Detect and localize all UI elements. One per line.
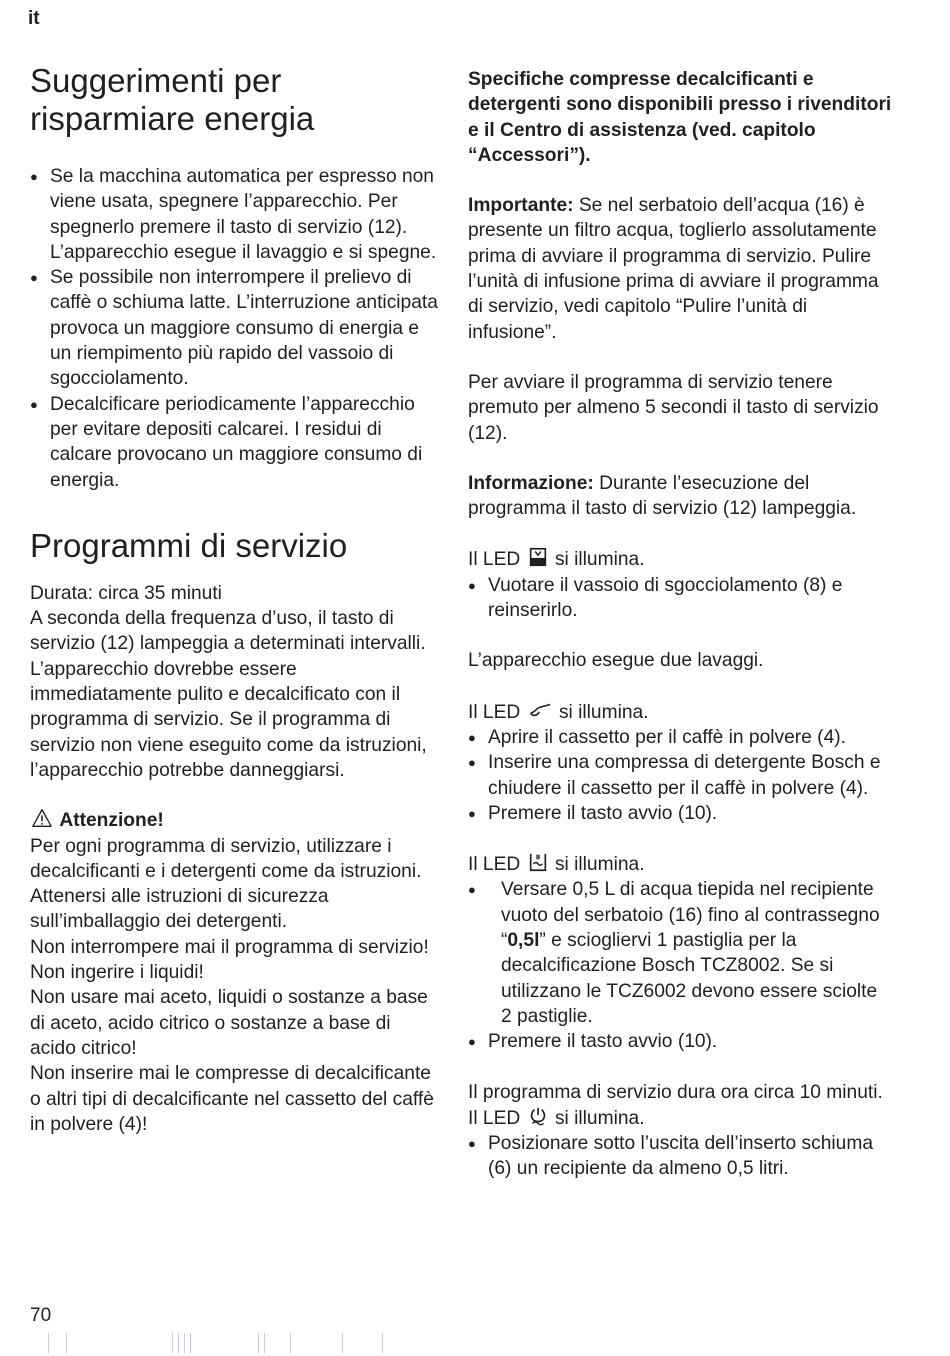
left-column xyxy=(30,62,440,1137)
led3-steps xyxy=(468,877,893,1054)
list-item: ● Premere il tasto avvio (10). xyxy=(468,1029,893,1054)
coffee-scoop-icon xyxy=(526,702,554,723)
warning-triangle-icon xyxy=(30,810,59,831)
right-column xyxy=(468,67,893,1182)
led4-steps xyxy=(468,1131,893,1182)
page-number: 70 xyxy=(30,1305,52,1326)
led-prefix: Il LED xyxy=(468,701,521,723)
intro-paragraph: A seconda della frequenza d’uso, il tasto di servizio (12) lampeggia a determinati intervalli. xyxy=(30,608,426,655)
start-instructions: Per avviare il programma di servizio tenere premuto per almeno 5 secondi il tasto di servizio (12). xyxy=(468,371,879,444)
steam-icon xyxy=(526,1108,550,1129)
led-suffix: si illumina. xyxy=(554,1107,645,1129)
service-programs-heading: Programmi di servizio xyxy=(30,526,348,564)
info-label: Informazione: xyxy=(468,472,594,494)
descaling-text-cont: ” e sciogliervi 1 pastiglia per la decalcificazione Bosch TCZ8002. Se si utilizzano le TCZ6002 devono essere sciolte 2 pastiglie. xyxy=(501,930,878,1027)
warning-text: Per ogni programma di servizio, utilizzare i decalcificanti e i detergenti come da istruzioni. Attenersi alle istruzioni di sicurezza sull’imballaggio dei detergenti. xyxy=(30,835,422,933)
warning-title xyxy=(30,808,440,833)
duration-text: Durata: circa 35 minuti xyxy=(30,582,222,604)
led2-steps xyxy=(468,725,893,826)
led-prefix: Il LED xyxy=(468,854,521,876)
led-prefix: Il LED xyxy=(468,549,521,571)
language-code: it xyxy=(28,8,40,29)
led-suffix: si illumina. xyxy=(558,701,649,723)
list-item xyxy=(468,877,893,1029)
warning-text: Non usare mai aceto, liquidi o sostanze a base di aceto, acido citrico o sostanze a base di acido citrico! xyxy=(30,987,428,1059)
important-note xyxy=(468,193,893,345)
list-item: ● Decalcificare periodicamente l’apparecchio per evitare depositi calcarei. I residui di calcare provocano un maggiore consumo di energia. xyxy=(30,392,440,493)
rinse-text: L’apparecchio esegue due lavaggi. xyxy=(468,650,764,672)
list-item: ● Se la macchina automatica per espresso non viene usata, spegnere l’apparecchio. Per spegnerlo premere il tasto di servizio (12). L’apparecchio esegue il lavaggio e si spegne. xyxy=(30,164,440,265)
list-item: ● Premere il tasto avvio (10). xyxy=(468,801,893,826)
list-item: ● Posizionare sotto l’uscita dell’inserto schiuma (6) un recipiente da almeno 0,5 litri. xyxy=(468,1131,893,1182)
led-line xyxy=(468,851,893,877)
list-item: ● Vuotare il vassoio di sgocciolamento (8) e reinserirlo. xyxy=(468,573,893,624)
water-tank-icon xyxy=(526,854,550,875)
warning-text: Non inserire mai le compresse di decalcificante o altri tipi di decalcificante nel cassetto del caffè in polvere (4)! xyxy=(30,1063,434,1135)
led-line xyxy=(468,699,893,725)
list-item: ● Inserire una compressa di detergente Bosch e chiudere il cassetto per il caffè in polvere (4). xyxy=(468,750,893,801)
fill-mark: 0,5l xyxy=(507,930,540,952)
info-text: Durante l’esecuzione del programma il tasto di servizio (12) lampeggia. xyxy=(468,472,857,520)
energy-tips-heading: Suggerimenti per risparmiare energia xyxy=(30,62,315,137)
duration-note: Il programma di servizio dura ora circa 10 minuti. xyxy=(468,1081,883,1103)
led-line xyxy=(468,1105,893,1131)
accessories-note: Specifiche compresse decalcificanti e detergenti sono disponibili presso i rivenditori e il Centro di assistenza (ved. capitolo “Accessori”). xyxy=(468,69,892,166)
led-line xyxy=(468,546,893,572)
led1-steps xyxy=(468,573,893,624)
info-note xyxy=(468,471,893,522)
warning-text: Non interrompere mai il programma di servizio! Non ingerire i liquidi! xyxy=(30,936,429,984)
drip-tray-icon xyxy=(526,549,550,570)
important-label: Importante: xyxy=(468,195,574,217)
warning-label: Attenzione! xyxy=(59,810,164,832)
list-item: ● Se possibile non interrompere il prelievo di caffè o schiuma latte. L’interruzione anticipata provoca un maggiore consumo di energia e un riempimento più rapido del vassoio di sgocciolamento. xyxy=(30,265,440,391)
intro-paragraph: L’apparecchio dovrebbe essere immediatamente pulito e decalcificato con il programma di servizio. Se il programma di servizio non viene eseguito come da istruzioni, l’apparecchio potrebbe danneggiarsi. xyxy=(30,658,427,781)
important-text: Se nel serbatoio dell’acqua (16) è presente un filtro acqua, toglierlo assolutamente prima di avviare il programma di servizio. Pulire l’unità di infusione prima di avviare il programma di servizio, vedi capitolo “Pulire l’unità di infusione”. xyxy=(468,195,879,343)
led-suffix: si illumina. xyxy=(554,549,645,571)
descaling-text: Versare 0,5 L di acqua tiepida nel recipiente vuoto del serbatoio (16) fino al contrassegno “ xyxy=(501,879,880,952)
led-suffix: si illumina. xyxy=(554,854,645,876)
energy-tips-list xyxy=(30,164,440,493)
list-item: ● Aprire il cassetto per il caffè in polvere (4). xyxy=(468,725,893,750)
print-registration-marks xyxy=(48,1333,428,1353)
led-prefix: Il LED xyxy=(468,1107,521,1129)
